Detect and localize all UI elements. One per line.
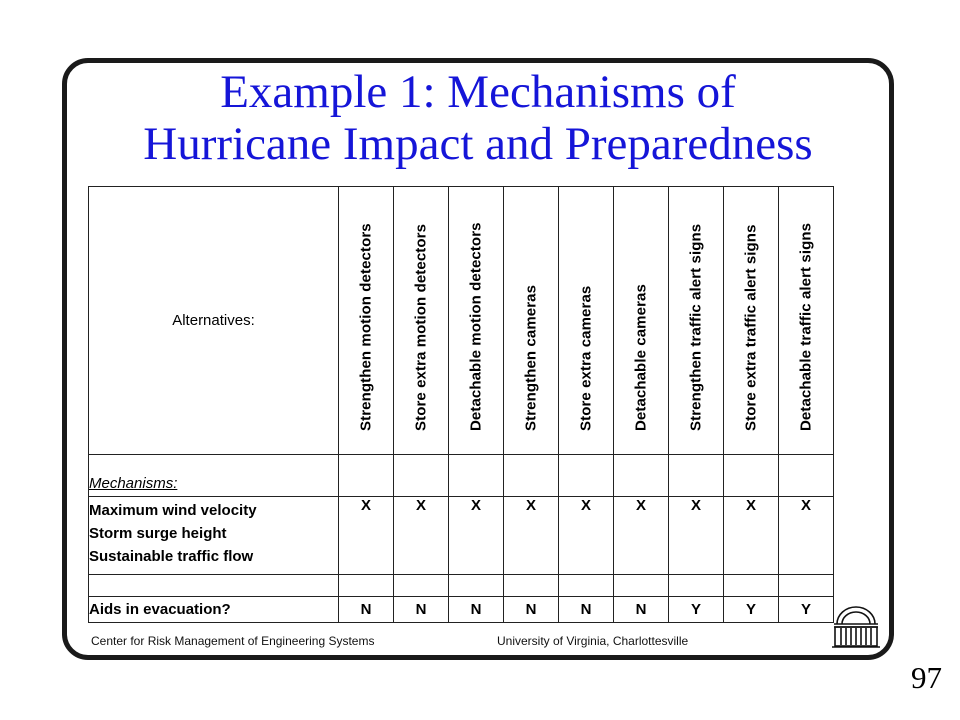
header-row [89,187,834,455]
alternative-header: Strengthen traffic alert signs [669,187,724,455]
footer-left-text: Center for Risk Management of Engineering Systems [91,634,375,648]
evacuation-value: N [339,597,394,623]
alternative-header: Detachable cameras [614,187,669,455]
mechanism-mark: X [339,497,394,575]
mechanism-mark: X [504,497,559,575]
mechanism-mark: X [449,497,504,575]
alternative-header: Detachable motion detectors [449,187,504,455]
alternatives-label: Alternatives: [89,187,339,455]
rotunda-logo-icon [829,600,883,650]
footer-right-text: University of Virginia, Charlottesville [497,634,689,648]
mechanism-mark: X [394,497,449,575]
mechanism-mark: X [559,497,614,575]
evacuation-label: Aids in evacuation? [89,597,339,623]
evacuation-value: N [504,597,559,623]
alternative-header: Strengthen cameras [504,187,559,455]
alternatives-mechanisms-table [88,186,834,623]
mechanism-mark: X [669,497,724,575]
evacuation-value: N [394,597,449,623]
title-line-1: Example 1: Mechanisms of [220,66,736,118]
mechanism-item: Sustainable traffic flow [89,548,254,565]
evacuation-row [89,597,834,623]
mechanism-mark: X [779,497,834,575]
title-line-2: Hurricane Impact and Preparedness [143,118,813,170]
mechanisms-list [89,497,339,575]
slide-title [62,66,894,170]
alternative-header: Store extra traffic alert signs [724,187,779,455]
evacuation-value: Y [669,597,724,623]
evacuation-value: N [449,597,504,623]
evacuation-value: Y [779,597,834,623]
mechanism-item: Storm surge height [89,525,227,542]
mechanisms-row [89,497,834,575]
evacuation-value: N [614,597,669,623]
mechanism-mark: X [724,497,779,575]
mechanism-mark: X [614,497,669,575]
alternative-header: Detachable traffic alert signs [779,187,834,455]
mechanism-item: Maximum wind velocity [89,502,257,519]
mechanisms-label: Mechanisms: [89,455,339,497]
evacuation-value: Y [724,597,779,623]
page-number: 97 [911,660,942,695]
alternative-header: Store extra cameras [559,187,614,455]
alternative-header: Store extra motion detectors [394,187,449,455]
spacer-row [89,575,834,597]
alternative-header: Strengthen motion detectors [339,187,394,455]
evacuation-value: N [559,597,614,623]
mechanisms-label-row [89,455,834,497]
